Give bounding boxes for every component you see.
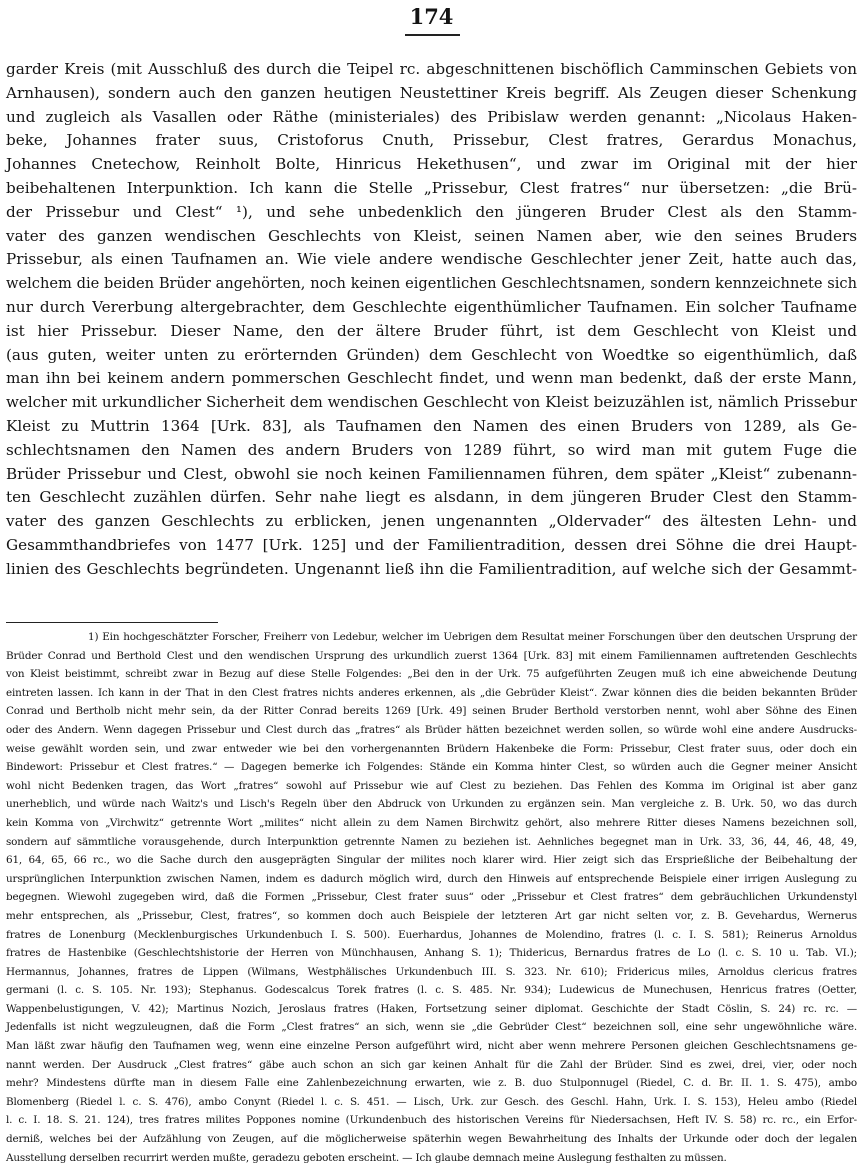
main-text-line: schlechtsnamen den Namen des andern Bruders von 1289 führt, so wird man mit gutem Fuge die	[6, 440, 857, 459]
main-text-line: Gesammthandbriefes von 1477 [Urk. 125] und der Familientradition, dessen drei Söhne die drei Haupt-	[6, 535, 857, 554]
footnote-line: weise gewählt worden sein, und zwar entweder wie bei den vorhergenannten Brüdern Hakenbeke die Form: Prissebur, Clest frater suus, oder doch ein	[6, 742, 857, 755]
main-text-line: Prissebur, als einen Taufnamen an. Wie viele andere wendische Geschlechter jener Zeit, hatte auch das,	[6, 250, 857, 269]
footnote-line: mehr? Mindestens dürfte man in diesem Falle eine Zahlenbezeichnung erwarten, wie z. B. duo Stulponnugel (Riedel, C. d. Br. II. 1. S. 475), ambo	[6, 1077, 857, 1090]
footnote-line: von Kleist beistimmt, schreibt zwar in Bezug auf diese Stelle Folgendes: „Bei den in der Urk. 75 aufgeführten Zeugen muß ich eine abweichende Deutung	[6, 668, 857, 681]
footnote-line: sondern auf sämmtliche vorausgehende, durch Interpunktion getrennte Namen zu beziehen ist. Aehnliches begegnet man in Urk. 33, 36, 44, 46, 48, 49,	[6, 835, 857, 848]
main-text-line: vater des ganzen wendischen Geschlechts von Kleist, seinen Namen aber, wie den seines Bruders	[6, 226, 857, 245]
footnote-line: Hermannus, Johannes, fratres de Lippen (Wilmans, Westphälisches Urkundenbuch III. S. 323. Nr. 610); Fridericus miles, Arnoldus clericus fratres	[6, 965, 857, 978]
footnote-line: Brüder Conrad und Berthold Clest und den wendischen Ursprung des urkundlich zuerst 1364 [Urk. 83] mit einem Familiennamen auftretenden Geschlechts	[6, 649, 857, 662]
footnote-line: Jedenfalls ist nicht wegzuleugnen, daß die Form „Clest fratres“ an sich, wenn sie „die Gebrüder Clest“ bezeichnen soll, eine sehr ungewöhnliche wäre.	[6, 1021, 857, 1034]
footnote-line: wohl nicht Bedenken tragen, das Wort „fratres“ sowohl auf Prissebur wie auf Clest zu beziehen. Das Fehlen des Komma im Original ist aber ganz	[6, 779, 857, 792]
main-text-line: ist hier Prissebur. Dieser Name, den der ältere Bruder führt, ist dem Geschlecht von Kleist und	[6, 321, 857, 340]
main-text-line: beke, Johannes frater suus, Cristoforus Cnuth, Prissebur, Clest fratres, Gerardus Monachus,	[6, 131, 857, 150]
footnote-line: l. c. I. 18. S. 21. 124), tres fratres milites Poppones nomine (Urkundenbuch des historischen Vereins für Niedersachsen, Heft IV. S. 58) rc. rc., ein Erfor-	[6, 1114, 857, 1127]
footnote-line: fratres de Lonenburg (Mecklenburgisches Urkundenbuch I. S. 500). Euerhardus, Johannes de Molendino, fratres (l. c. I. S. 581); Reinerus Arnoldus	[6, 928, 857, 941]
footnote-separator	[6, 622, 218, 623]
footnote-line: derniß, welches bei der Aufzählung von Zeugen, auf die möglicherweise späterhin wegen Bewahrheitung des Inhalts der Urkunde oder doch der legalen	[6, 1133, 857, 1146]
footnote-line: mehr entsprechen, als „Prissebur, Clest, fratres“, so kommen doch auch Beispiele der letzteren Art gar nicht selten vor, z. B. Gevehardus, Wernerus	[6, 909, 857, 922]
footnote-line: Conrad und Bertholb nicht mehr sein, da der Ritter Conrad bereits 1269 [Urk. 49] seinen Bruder Berthold verstorben nennt, wohl aber Söhne des Einen	[6, 705, 857, 718]
footnote-line: ursprünglichen Interpunktion zwischen Namen, indem es dadurch möglich wird, durch den Hinweis auf entsprechende Beispiele einer irrigen Auslegung zu	[6, 872, 857, 885]
footnote-line: 1) Ein hochgeschätzter Forscher, Freiherr von Ledebur, welcher im Uebrigen dem Resultat meiner Forschungen über den deutschen Ursprung der	[88, 631, 857, 643]
main-text-line: und zugleich als Vasallen oder Räthe (ministeriales) des Pribislaw werden genannt: „Nicolaus Haken-	[6, 107, 857, 126]
footnote-line: unerheblich, und würde nach Waitz's und Lisch's Regeln über den Abdruck von Urkunden zu ergänzen sein. Man vergleiche z. B. Urk. 50, wo das durch	[6, 798, 857, 811]
main-text-line: man ihn bei keinem andern pommerschen Geschlecht findet, und wenn man bedenkt, daß der erste Mann,	[6, 369, 857, 388]
footnote-line: Bindewort: Prissebur et Clest fratres.“ — Dagegen bemerke ich Folgendes: Stände ein Komma hinter Clest, so würden auch die Gegner meiner Ansicht	[6, 761, 857, 774]
main-text-line: vater des ganzen Geschlechts zu erblicken, jenen ungenannten „Oldervader“ des ältesten Lehn- und	[6, 512, 857, 531]
page-number: 174	[409, 4, 454, 29]
main-text-block	[6, 58, 857, 582]
main-text-line: Johannes Cnetechow, Reinholt Bolte, Hinricus Hekethusen“, und zwar im Original mit der hier	[6, 155, 857, 174]
page-number-rule	[405, 34, 460, 36]
footnote-line: Ausstellung derselben recurrirt werden mußte, geradezu geboten erscheint. — Ich glaube demnach meine Auslegung festhalten zu müssen.	[6, 1151, 727, 1164]
main-text-line: Brüder Prissebur und Clest, obwohl sie noch keinen Familiennamen führen, dem später „Kleist“ zubenann-	[6, 464, 857, 483]
main-text-line: (aus guten, weiter unten zu erörternden Gründen) dem Geschlecht von Woedtke so eigenthümlich, daß	[6, 345, 857, 364]
main-text-line: Arnhausen), sondern auch den ganzen heutigen Neustettiner Kreis begriff. Als Zeugen dieser Schenkung	[6, 83, 857, 102]
main-text-line: linien des Geschlechts begründeten. Ungenannt ließ ihn die Familientradition, auf welche sich der Gesammt-	[6, 559, 857, 578]
footnote-line: eintreten lassen. Ich kann in der That in den Clest fratres nichts anderes erkennen, als „die Gebrüder Kleist“. Zwar können dies die beiden bekannten Brüder	[6, 686, 857, 699]
footnote-block	[6, 628, 857, 1167]
footnote-line: oder des Andern. Wenn dagegen Prissebur und Clest durch das „fratres“ als Brüder hätten bezeichnet werden sollen, so würde wohl eine andere Ausdrucks-	[6, 723, 857, 736]
footnote-line: begegnen. Wiewohl zugegeben wird, daß die Formen „Prissebur, Clest frater suus“ oder „Prissebur et Clest fratres“ dem gebräuchlichen Urkundenstyl	[6, 891, 857, 904]
footnote-line: nannt werden. Der Ausdruck „Clest fratres“ gäbe auch schon an sich gar keinen Anhalt für die Zahl der Brüder. Sind es zwei, drei, vier, oder noch	[6, 1058, 857, 1071]
footnote-line: Blomenberg (Riedel l. c. S. 476), ambo Conynt (Riedel l. c. S. 451. — Lisch, Urk. zur Gesch. des Geschl. Hahn, Urk. I. S. 153), Heleu ambo (Riedel	[6, 1095, 857, 1108]
main-text-line: der Prissebur und Clest“ ¹), und sehe unbedenklich den jüngeren Bruder Clest als den Stamm-	[6, 202, 857, 221]
main-text-line: garder Kreis (mit Ausschluß des durch die Teipel rc. abgeschnittenen bischöflich Camminschen Gebiets von	[6, 60, 857, 78]
footnote-line: Wappenbelustigungen, V. 42); Martinus Nozich, Jeroslaus fratres (Haken, Fortsetzung seiner diplomat. Geschichte der Stadt Cöslin, S. 24) rc. rc. —	[6, 1002, 857, 1015]
footnote-line: fratres de Hastenbike (Geschlechtshistorie der Herren von Münchhausen, Anhang S. 1); Thidericus, Bernardus fratres de Lo (l. c. S. 10 u. Tab. VI.);	[6, 947, 857, 960]
main-text-line: beibehaltenen Interpunktion. Ich kann die Stelle „Prissebur, Clest fratres“ nur übersetzen: „die Brü-	[6, 178, 857, 197]
footnote-line: kein Komma von „Virchwitz“ getrennte Wort „milites“ nicht allein zu dem Namen Birchwitz gehört, also mehrere Ritter dieses Namens bezeichnen soll,	[6, 816, 857, 829]
main-text-line: welchem die beiden Brüder angehörten, noch keinen eigentlichen Geschlechtsnamen, sondern kennzeichnete sich	[6, 275, 857, 293]
main-text-line: nur durch Vererbung altergebrachter, dem Geschlechte eigenthümlicher Taufnamen. Ein solcher Taufname	[6, 297, 857, 316]
main-text-line: ten Geschlecht zuzählen dürfen. Sehr nahe liegt es alsdann, in dem jüngeren Bruder Clest den Stamm-	[6, 488, 857, 507]
main-text-line: welcher mit urkundlicher Sicherheit dem wendischen Geschlecht von Kleist beizuzählen ist, nämlich Prissebur	[6, 393, 857, 412]
footnote-line: Man läßt zwar häufig den Taufnamen weg, wenn eine einzelne Person aufgeführt wird, nicht aber wenn mehrere Personen gleichen Geschlechtsnamens ge-	[6, 1040, 857, 1053]
footnote-line: germani (l. c. S. 105. Nr. 193); Stephanus. Godescalcus Torek fratres (l. c. S. 485. Nr. 934); Ludewicus de Munechusen, Henricus fratres (Oetter,	[6, 984, 857, 997]
main-text-line: Kleist zu Muttrin 1364 [Urk. 83], als Taufnamen den Namen des einen Bruders von 1289, als Ge-	[6, 416, 857, 435]
footnote-line: 61, 64, 65, 66 rc., wo die Sache durch den ausgeprägten Singular der milites noch klarer wird. Hier zeigt sich das Ersprießliche der Beibehaltung der	[6, 854, 857, 867]
